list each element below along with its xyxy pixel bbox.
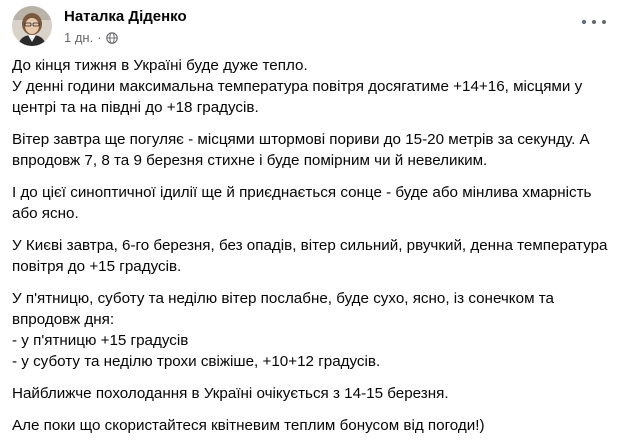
more-options-icon[interactable] bbox=[582, 12, 606, 32]
post-text bbox=[12, 55, 612, 447]
post-paragraph: У Києві завтра, 6-го березня, без опадів, вітер сильний, рвучкий, денна температура повітря до +15 градусів. bbox=[12, 237, 608, 275]
dot-icon bbox=[592, 20, 596, 24]
author-name[interactable]: Наталка Діденко bbox=[64, 8, 187, 25]
globe-icon[interactable] bbox=[106, 32, 118, 44]
post-paragraph: Вітер завтра ще погуляє - місцями штормові пориви до 15-20 метрів за секунду. А впродовж 7, 8 та 9 березня стихне і буде помірним чи й невеликим. bbox=[12, 131, 590, 169]
post-paragraph: Але поки що скористайтеся квітневим теплим бонусом від погоди!) bbox=[12, 417, 485, 434]
post-paragraph: І до цієї синоптичної ідилії ще й приєднається сонце - буде або мінлива хмарність або ясно. bbox=[12, 184, 592, 222]
post-header bbox=[12, 6, 608, 48]
author-avatar[interactable] bbox=[12, 6, 52, 46]
post-timestamp[interactable]: 1 дн. bbox=[64, 30, 94, 45]
post-meta bbox=[64, 30, 118, 45]
post-paragraph: До кінця тижня в Україні буде дуже тепло. У денні години максимальна температура повітря досягатиме +14+16, місцями у центрі та на півдні до +18 градусів. bbox=[12, 57, 583, 116]
post-paragraph: Найближче похолодання в Україні очікується з 14-15 березня. bbox=[12, 385, 449, 402]
meta-separator: · bbox=[97, 30, 102, 45]
dot-icon bbox=[602, 20, 606, 24]
post-paragraph: У п'ятницю, суботу та неділю вітер послабне, буде сухо, ясно, із сонечком та впродовж дня: - у п'ятницю +15 градусів - у суботу та неділю трохи свіжіше, +10+12 градусів. bbox=[12, 290, 554, 370]
dot-icon bbox=[582, 20, 586, 24]
